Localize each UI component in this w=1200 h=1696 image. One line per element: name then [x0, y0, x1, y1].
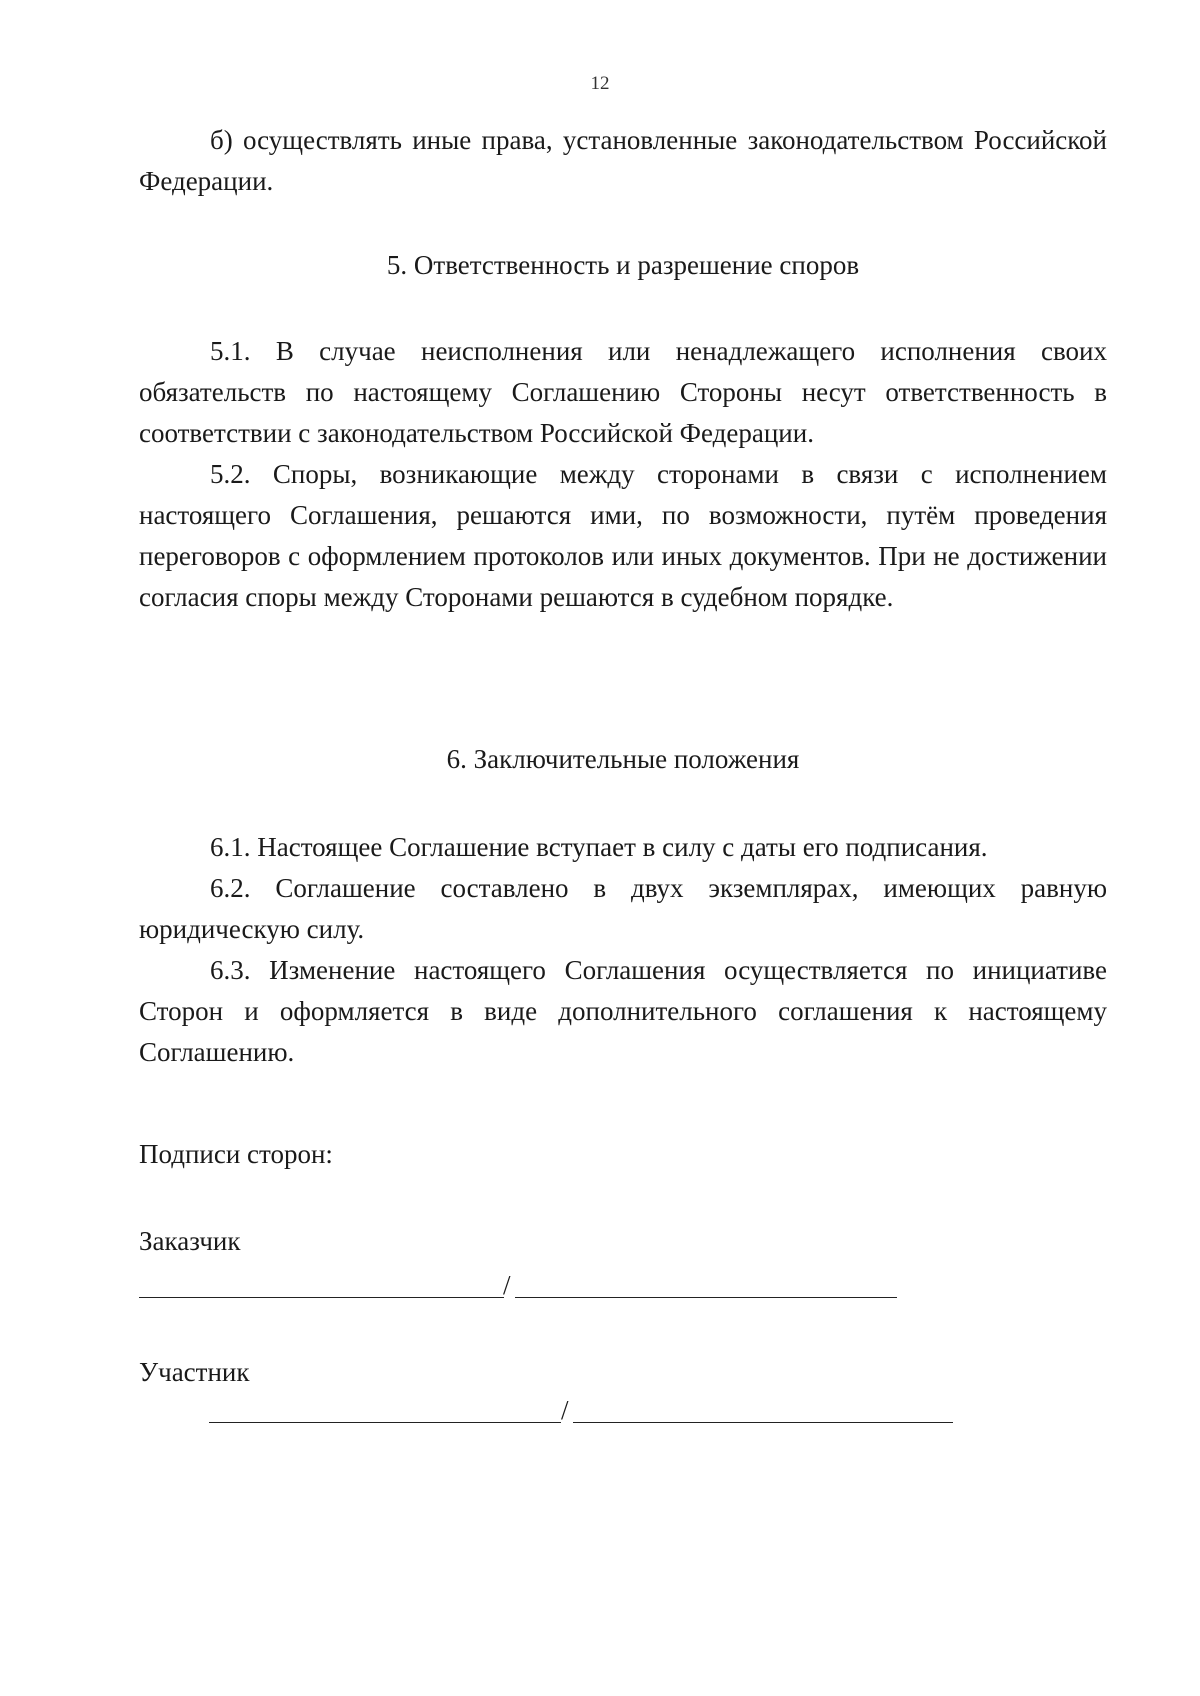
section-6-body: [139, 827, 1107, 1073]
customer-name-line: [515, 1297, 897, 1298]
clause-5-1: 5.1. В случае неисполнения или ненадлежащего исполнения своих обязательств по настоящему Соглашению Стороны несут ответственность в соответствии с законодательством Российской Федерации.: [139, 336, 1107, 448]
clause-5-2: 5.2. Споры, возникающие между сторонами в связи с исполнением настоящего Соглашения, решаются ими, по возможности, путём проведения переговоров с оформлением протоколов или иных документов. При не достижении согласия споры между Сторонами решаются в судебном порядке.: [139, 459, 1107, 612]
customer-signature-separator: /: [503, 1270, 511, 1300]
section-5-heading: 5. Ответственность и разрешение споров: [386, 250, 860, 280]
clause-6-1: 6.1. Настоящее Соглашение вступает в силу с даты его подписания.: [210, 832, 988, 862]
participant-signature-separator: /: [561, 1395, 569, 1425]
clause-6-2: 6.2. Соглашение составлено в двух экземплярах, имеющих равную юридическую силу.: [139, 873, 1107, 944]
signatures-title: Подписи сторон:: [139, 1139, 333, 1169]
clause-b: б) осуществлять иные права, установленные законодательством Российской Федерации.: [139, 125, 1107, 196]
customer-signature-line: [139, 1297, 504, 1298]
party-customer-label: Заказчик: [139, 1226, 241, 1256]
participant-signature-line: [209, 1422, 561, 1423]
page-number: 12: [590, 73, 610, 94]
section-5-body: [139, 331, 1107, 618]
participant-name-line: [573, 1422, 953, 1423]
party-participant-label: Участник: [139, 1357, 250, 1387]
carryover-clause: [139, 120, 1107, 202]
section-6-heading: 6. Заключительные положения: [446, 744, 800, 774]
clause-6-3: 6.3. Изменение настоящего Соглашения осуществляется по инициативе Сторон и оформляется в виде дополнительного соглашения к настоящему Соглашению.: [139, 955, 1107, 1067]
